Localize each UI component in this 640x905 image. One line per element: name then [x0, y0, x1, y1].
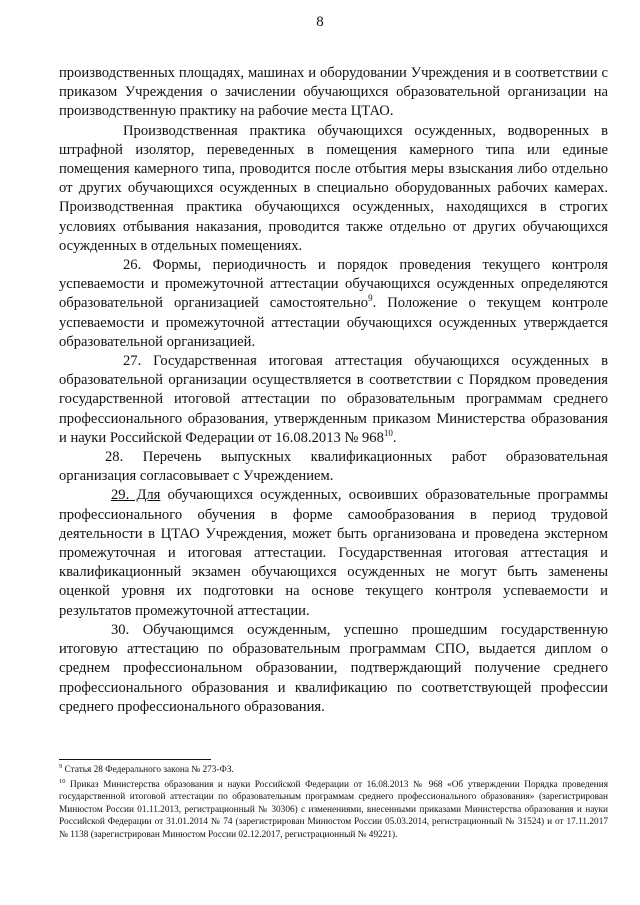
- footnote-separator: [59, 759, 211, 760]
- paragraph-27-text: 27. Государственная итоговая аттестация обучающихся осужденных в образовательной организации осуществляется в соответствии с Порядком проведения государственной итоговой аттестации по образовательным программам среднего профессионального образования, утвержденным приказом Министерства образования и науки Российской Федерации от 16.08.2013 № 968: [59, 353, 608, 446]
- paragraph-30: 30. Обучающимся осужденным, успешно прошедшим государственную итоговую аттестацию по образовательным программам СПО, выдается диплом о среднем профессиональном образовании, подтверждающий получение среднего профессионального образования и квалификацию по соответствующей профессии среднего профессионального образования.: [59, 621, 608, 715]
- footnotes: [59, 764, 608, 844]
- page-number: 8: [316, 14, 324, 30]
- footnote-ref-9: 9: [368, 293, 373, 304]
- paragraph-26-text: 26. Формы, периодичность и порядок проведения текущего контроля успеваемости и промежуточной аттестации обучающихся осужденных определяются образовательной организацией самостоятельно: [59, 257, 608, 312]
- footnote-ref-10: 10: [383, 428, 393, 438]
- footnote-10: [59, 779, 608, 842]
- footnote-text: Статья 28 Федерального закона № 273-ФЗ.: [62, 765, 234, 775]
- document-body: [59, 64, 608, 717]
- footnote-9: [59, 764, 608, 777]
- paragraph-29: [59, 486, 608, 620]
- paragraph-29-text: обучающихся осужденных, освоивших образовательные программы профессионального обучения в форме самообразования в период трудовой деятельности в ЦТАО Учреждения, может быть организована и проведена экстерном промежуточная и итоговая аттестации. Государственная итоговая аттестация и квалификационный экзамен обучающихся осужденных не могут быть заменены оценкой уровня их подготовки на основе текущего контроля успеваемости и результатов промежуточной аттестации.: [59, 487, 609, 619]
- paragraph-28: 28. Перечень выпускных квалификационных работ образовательная организация согласовывает с Учреждением.: [59, 449, 608, 485]
- paragraph-27-text-after: .: [392, 429, 397, 446]
- paragraph-continuation: производственных площадях, машинах и оборудовании Учреждения и в соответствии с приказом Учреждения о зачислении обучающихся образовательной организации на производственную практику на рабочие места ЦТАО.: [59, 65, 608, 120]
- paragraph-29-underlined: 29. Для: [111, 487, 161, 504]
- footnote-text: Приказ Министерства образования и науки Российской Федерации от 16.08.2013 № 968 «Об утверждении Порядка проведения государственной итоговой аттестации по образовательным программам среднего профессионального образования» (зарегистрирован Минюстом России 01.11.2013, регистрационный № 30306) с изменениями, внесенными приказами Министерства образования и науки Российской Федерации от 31.01.2014 № 74 (зарегистрирован Минюстом России 05.03.2014, регистрационный № 31524) и от 17.11.2017 № 1138 (зарегистрирован Минюстом России 02.12.2017, регистрационный № 49221).: [59, 779, 608, 840]
- paragraph-26-text-after: . Положение о текущем контроле успеваемости и промежуточной аттестации обучающихся осужденных утверждается образовательной организацией.: [59, 295, 608, 350]
- footnote-number: 9: [59, 762, 63, 770]
- footnote-number: 10: [59, 777, 66, 785]
- paragraph-27: [59, 352, 608, 448]
- paragraph-practice-isolation: Производственная практика обучающихся осужденных, водворенных в штрафной изолятор, переведенных в помещения камерного типа или единые помещения камерного типа, проводится после отбытия меры взыскания либо отдельно от других обучающихся осужденных в специально оборудованных рабочих камерах. Производственная практика обучающихся осужденных, находящихся в строгих условиях отбывания наказания, проводится также отдельно от других обучающихся осужденных в отдельных помещениях.: [59, 122, 608, 254]
- paragraph-26: [59, 256, 608, 352]
